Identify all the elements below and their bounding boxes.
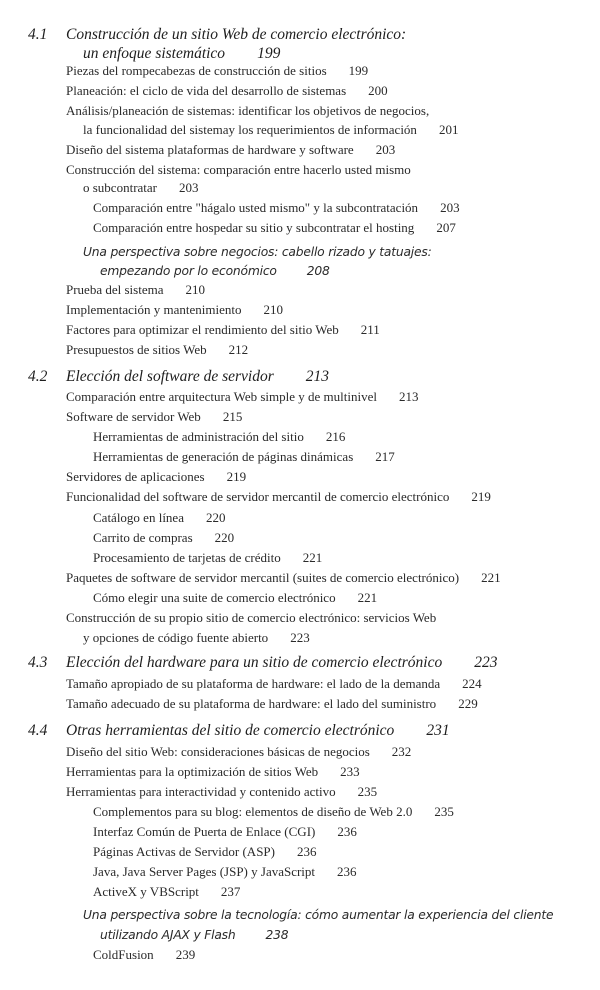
entry-title: Servidores de aplicaciones xyxy=(66,469,205,484)
section-heading xyxy=(28,26,407,44)
page-number: 233 xyxy=(340,764,360,779)
page-number: 210 xyxy=(185,282,205,297)
toc-entry xyxy=(66,282,205,298)
entry-title: Herramientas de administración del sitio xyxy=(93,429,304,444)
entry-title: Otras herramientas del sitio de comercio electrónico xyxy=(66,722,395,739)
entry-title: Diseño del sitio Web: consideraciones básicas de negocios xyxy=(66,744,370,759)
perspective-entry xyxy=(83,907,553,923)
page-number: 235 xyxy=(434,804,454,819)
entry-title: Herramientas para interactividad y contenido activo xyxy=(66,784,336,799)
toc-entry xyxy=(93,449,395,465)
toc-entry xyxy=(93,824,357,840)
toc-entry xyxy=(66,142,395,158)
page-number: 213 xyxy=(398,389,419,404)
page-number: 236 xyxy=(296,844,317,859)
entry-title: Análisis/planeación de sistemas: identificar los objetivos de negocios, xyxy=(66,103,430,118)
entry-title: Construcción de un sitio Web de comercio electrónico: xyxy=(66,26,407,43)
page-number: 215 xyxy=(222,409,243,424)
entry-title: Una perspectiva sobre la tecnología: cómo aumentar la experiencia del cliente xyxy=(83,908,554,922)
toc-entry xyxy=(83,122,458,138)
section-heading xyxy=(28,722,450,740)
entry-title: Catálogo en línea xyxy=(93,510,184,525)
page-number: 229 xyxy=(458,696,478,711)
entry-title: un enfoque sistemático xyxy=(83,45,226,62)
entry-title: Software de servidor Web xyxy=(66,409,201,424)
toc-entry xyxy=(66,162,411,178)
page-number: 221 xyxy=(302,550,323,565)
toc-entry xyxy=(93,429,345,445)
entry-title: Construcción del sistema: comparación entre hacerlo usted mismo xyxy=(66,162,411,177)
toc-entry xyxy=(66,764,360,780)
entry-title: Una perspectiva sobre negocios: cabello rizado y tatuajes: xyxy=(83,245,432,259)
page-number: 200 xyxy=(368,83,388,98)
entry-title: Presupuestos de sitios Web xyxy=(66,342,207,357)
page-number: 201 xyxy=(438,122,459,137)
entry-title: la funcionalidad del sistemay los requerimientos de información xyxy=(83,122,417,137)
section-heading xyxy=(83,45,280,63)
entry-title: ActiveX y VBScript xyxy=(93,884,199,899)
toc-entry xyxy=(66,744,411,760)
section-number: 4.4 xyxy=(28,722,48,739)
toc-entry xyxy=(83,630,310,646)
page-number: 236 xyxy=(337,824,357,839)
toc-entry xyxy=(93,530,234,546)
entry-title: Herramientas para la optimización de sitios Web xyxy=(66,764,319,779)
toc-entry xyxy=(66,784,377,800)
entry-title: Java, Java Server Pages (JSP) y JavaScript xyxy=(93,864,316,879)
toc-entry xyxy=(66,63,368,79)
page-number: 220 xyxy=(214,530,235,545)
page-number: 207 xyxy=(436,220,456,235)
toc-entry xyxy=(83,180,199,196)
entry-title: Páginas Activas de Servidor (ASP) xyxy=(93,844,275,859)
page-number: 236 xyxy=(337,864,357,879)
toc-entry xyxy=(93,864,357,880)
page-number: 231 xyxy=(426,722,450,739)
entry-title: Comparación entre arquitectura Web simple y de multinivel xyxy=(66,389,377,404)
entry-title: Tamaño adecuado de su plataforma de hardware: el lado del suministro xyxy=(66,696,437,711)
page-number: 203 xyxy=(440,200,460,215)
entry-title: utilizando AJAX y Flash xyxy=(100,928,236,942)
entry-title: Comparación entre "hágalo usted mismo" y la subcontratación xyxy=(93,200,419,215)
entry-title: Procesamiento de tarjetas de crédito xyxy=(93,550,281,565)
section-number: 4.2 xyxy=(28,368,48,385)
entry-title: Elección del hardware para un sitio de comercio electrónico xyxy=(66,654,443,671)
entry-title: Construcción de su propio sitio de comercio electrónico: servicios Web xyxy=(66,610,437,625)
toc-entry xyxy=(93,884,240,900)
toc-entry xyxy=(93,510,225,526)
entry-title: Tamaño apropiado de su plataforma de hardware: el lado de la demanda xyxy=(66,676,441,691)
toc-entry xyxy=(66,302,283,318)
entry-title: empezando por lo económico xyxy=(100,264,277,278)
toc-entry xyxy=(66,342,248,358)
entry-title: ColdFusion xyxy=(93,947,154,962)
page-number: 221 xyxy=(481,570,501,585)
section-number: 4.3 xyxy=(28,654,48,671)
toc-entry xyxy=(66,489,491,505)
toc-entry xyxy=(66,103,429,119)
entry-title: Planeación: el ciclo de vida del desarrollo de sistemas xyxy=(66,83,347,98)
entry-title: Complementos para su blog: elementos de diseño de Web 2.0 xyxy=(93,804,413,819)
entry-title: Diseño del sistema plataformas de hardware y software xyxy=(66,142,354,157)
page-number: 217 xyxy=(375,449,395,464)
perspective-entry xyxy=(100,927,288,943)
toc-entry xyxy=(66,83,388,99)
entry-title: Interfaz Común de Puerta de Enlace (CGI) xyxy=(93,824,316,839)
perspective-entry xyxy=(83,244,432,260)
toc-entry xyxy=(66,676,482,692)
page-number: 235 xyxy=(357,784,378,799)
entry-title: y opciones de código fuente abierto xyxy=(83,630,269,645)
entry-title: o subcontratar xyxy=(83,180,158,195)
page-number: 219 xyxy=(226,469,247,484)
entry-title: Piezas del rompecabezas de construcción de sitios xyxy=(66,63,327,78)
entry-title: Carrito de compras xyxy=(93,530,193,545)
entry-title: Factores para optimizar el rendimiento del sitio Web xyxy=(66,322,339,337)
toc-entry xyxy=(66,570,501,586)
page-number: 223 xyxy=(474,654,498,671)
toc-entry xyxy=(93,220,456,236)
page-number: 213 xyxy=(305,368,330,385)
perspective-entry xyxy=(100,263,330,279)
toc-entry xyxy=(93,590,377,606)
entry-title: Comparación entre hospedar su sitio y subcontratar el hosting xyxy=(93,220,415,235)
toc-entry xyxy=(66,409,242,425)
page-number: 223 xyxy=(290,630,310,645)
page-number: 239 xyxy=(175,947,196,962)
section-number: 4.1 xyxy=(28,26,48,43)
page-number: 203 xyxy=(179,180,199,195)
toc-entry xyxy=(66,696,478,712)
entry-title: Prueba del sistema xyxy=(66,282,164,297)
page-number: 224 xyxy=(462,676,482,691)
page-number: 212 xyxy=(228,342,249,357)
toc-entry xyxy=(93,804,454,820)
entry-title: Paquetes de software de servidor mercantil (suites de comercio electrónico) xyxy=(66,570,460,585)
page-number: 237 xyxy=(220,884,241,899)
toc-entry xyxy=(93,844,316,860)
page-number: 208 xyxy=(306,264,330,278)
section-heading xyxy=(28,368,330,386)
page-number: 232 xyxy=(391,744,412,759)
toc-entry xyxy=(93,200,460,216)
toc-entry xyxy=(66,469,246,485)
entry-title: Implementación y mantenimiento xyxy=(66,302,242,317)
toc-entry xyxy=(66,322,380,338)
toc-entry xyxy=(66,389,418,405)
page-number: 211 xyxy=(360,322,380,337)
section-heading xyxy=(28,654,498,672)
entry-title: Cómo elegir una suite de comercio electrónico xyxy=(93,590,336,605)
toc-entry xyxy=(66,610,436,626)
page-number: 220 xyxy=(205,510,226,525)
entry-title: Funcionalidad del software de servidor mercantil de comercio electrónico xyxy=(66,489,450,504)
toc-entry xyxy=(93,947,195,963)
entry-title: Herramientas de generación de páginas dinámicas xyxy=(93,449,354,464)
entry-title: Elección del software de servidor xyxy=(66,368,274,385)
page-number: 203 xyxy=(375,142,396,157)
page-number: 210 xyxy=(263,302,283,317)
page-number: 199 xyxy=(257,45,281,62)
page-number: 199 xyxy=(348,63,369,78)
toc-entry xyxy=(93,550,322,566)
page-number: 219 xyxy=(471,489,491,504)
page-number: 221 xyxy=(357,590,378,605)
page-number: 216 xyxy=(325,429,346,444)
page-number: 238 xyxy=(265,928,289,942)
